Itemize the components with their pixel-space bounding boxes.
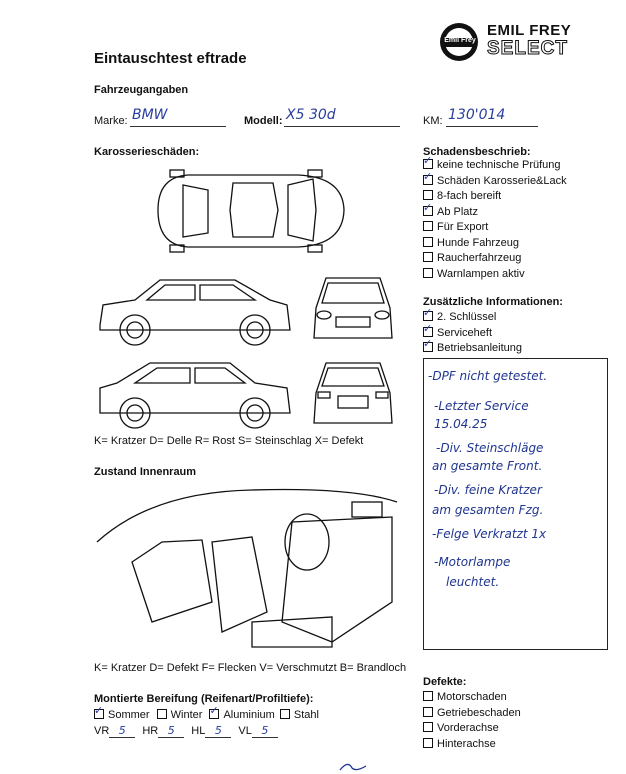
defect-item-gearbox[interactable]: Getriebeschaden [423,706,521,722]
damage-item-warning-lights[interactable]: Warnlampen aktiv [423,267,567,283]
checkbox[interactable] [423,190,433,200]
car-side-right-diagram [95,358,295,433]
info-item-second-key[interactable]: ✓2. Schlüssel [423,310,522,326]
checkbox[interactable] [280,709,290,719]
damage-item-8-tires[interactable]: 8-fach bereift [423,189,567,205]
checkbox[interactable] [423,175,433,185]
car-front-view-diagram [308,273,398,348]
damage-description-list [423,158,567,282]
checkbox[interactable] [423,252,433,262]
checkbox[interactable] [423,327,433,337]
car-rear-view-diagram [308,358,398,433]
tires-heading: Montierte Bereifung (Reifenart/Profiltiefe): [94,693,314,705]
marke-value: BMW [132,107,168,123]
body-damage-heading: Karosserieschäden: [94,146,200,158]
note-line: -Felge Verkratzt 1x [432,527,547,541]
depth-field-vr[interactable]: 5 [109,724,135,738]
note-line: am gesamten Fzg. [432,503,544,517]
body-damage-legend: K= Kratzer D= Delle R= Rost S= Steinschlag X= Defekt [94,435,364,447]
car-top-view-diagram [148,165,348,265]
tire-option-winter[interactable]: Winter [157,709,203,721]
vehicle-section-heading: Fahrzeugangaben [94,84,189,96]
notes-box[interactable] [423,358,608,650]
car-interior-diagram [92,482,402,652]
modell-field[interactable] [284,107,400,127]
note-line: 15.04.25 [434,417,488,431]
defects-heading: Defekte: [423,676,467,688]
tire-type-options [94,708,319,721]
defects-list [423,690,521,752]
note-line: -Letzter Service [434,399,529,413]
note-line: an gesamte Front. [432,459,543,473]
damage-item-smoker[interactable]: Raucherfahrzeug [423,251,567,267]
marke-field[interactable] [130,107,226,127]
brand-line1: EMIL FREY [487,22,572,39]
damage-item-ab-platz[interactable]: ✓Ab Platz [423,205,567,221]
checkbox[interactable] [423,237,433,247]
checkbox[interactable] [423,722,433,732]
note-line: -Div. Steinschläge [436,441,544,455]
additional-info-heading: Zusätzliche Informationen: [423,296,563,308]
car-side-left-diagram [95,275,295,350]
km-value: 130'014 [448,107,506,123]
checkbox[interactable] [423,342,433,352]
depth-field-hl[interactable]: 5 [205,724,231,738]
defect-item-front-axle[interactable]: Vorderachse [423,721,521,737]
defect-item-rear-axle[interactable]: Hinterachse [423,737,521,753]
modell-value: X5 30d [286,107,336,123]
km-label: KM: [423,115,443,127]
checkbox[interactable] [157,709,167,719]
checkbox[interactable] [423,707,433,717]
damage-item-export[interactable]: Für Export [423,220,567,236]
interior-legend: K= Kratzer D= Defekt F= Flecken V= Verschmutzt B= Brandloch [94,662,407,674]
checkbox[interactable] [423,221,433,231]
note-line: -Motorlampe [434,555,511,569]
checkbox[interactable] [423,738,433,748]
note-line: -DPF nicht getestet. [428,369,548,383]
checkbox[interactable] [94,709,104,719]
damage-item-no-tech-check[interactable]: ✓keine technische Prüfung [423,158,567,174]
interior-heading: Zustand Innenraum [94,466,197,478]
km-field[interactable] [446,107,538,127]
checkbox[interactable] [423,268,433,278]
checkbox[interactable] [209,709,219,719]
info-item-manual[interactable]: ✓Betriebsanleitung [423,341,522,357]
marke-label: Marke: [94,115,128,127]
brand-line2: SELECT [487,38,568,59]
additional-info-list [423,310,522,357]
signature-mark [338,760,368,774]
checkbox[interactable] [423,159,433,169]
checkbox[interactable] [423,311,433,321]
tire-option-aluminium[interactable]: ✓ Aluminium [209,709,274,721]
depth-field-hr[interactable]: 5 [158,724,184,738]
info-item-service-book[interactable]: ✓Serviceheft [423,326,522,342]
brand-logo [437,20,587,64]
damage-item-dog-vehicle[interactable]: Hunde Fahrzeug [423,236,567,252]
note-line: leuchtet. [446,575,500,589]
page-title: Eintauschtest eftrade [94,50,247,67]
depth-field-vl[interactable]: 5 [252,724,278,738]
damage-item-body-paint[interactable]: ✓Schäden Karosserie&Lack [423,174,567,190]
checkbox[interactable] [423,206,433,216]
tire-option-summer[interactable]: ✓Sommer [94,709,150,721]
checkbox[interactable] [423,691,433,701]
tire-option-steel[interactable]: Stahl [280,709,319,721]
tire-depths: VR 5 HR 5 HL 5 VL 5 [94,724,278,738]
defect-item-engine[interactable]: Motorschaden [423,690,521,706]
note-line: -Div. feine Kratzer [434,483,542,497]
damage-description-heading: Schadensbeschrieb: [423,146,531,158]
modell-label: Modell: [244,115,283,127]
brand-badge-text: Emil Frey [444,37,476,44]
